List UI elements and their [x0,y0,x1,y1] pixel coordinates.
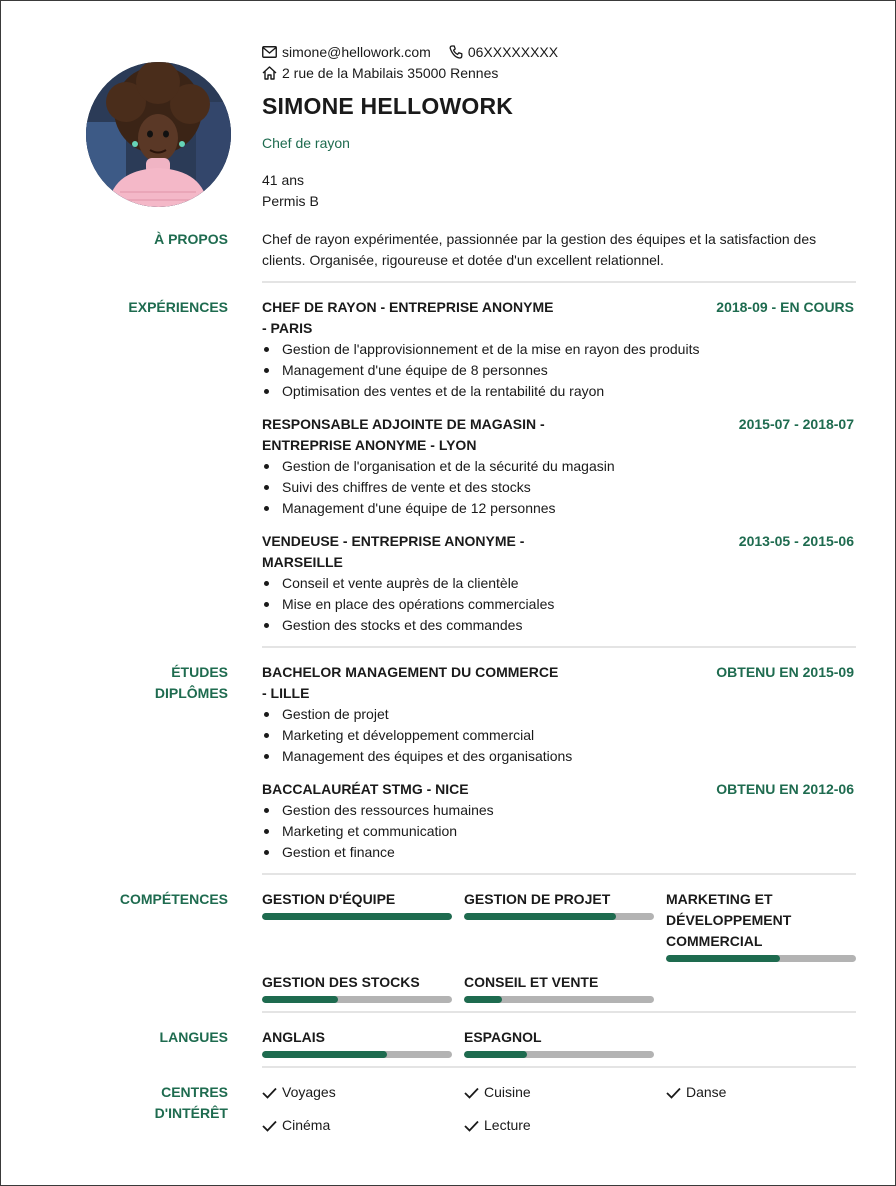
bullet-item: Mise en place des opérations commerciales [262,594,856,615]
interest-item [262,1082,336,1103]
language-bar-fill [464,1051,527,1058]
bullet-item: Management d'une équipe de 12 personnes [262,498,856,519]
divider [262,873,856,875]
skill-bar [464,996,654,1003]
bullet-item: Optimisation des ventes et de la rentabilité du rayon [262,381,856,402]
bullet-item: Management des équipes et des organisations [262,746,856,767]
interest-item [464,1115,531,1136]
bullet-item: Gestion des stocks et des commandes [262,615,856,636]
bullet-item: Gestion de l'organisation et de la sécurité du magasin [262,456,856,477]
phone-item[interactable] [449,44,558,60]
skill-name-line: MARKETING ET [666,891,773,907]
experience-title-line: VENDEUSE - ENTREPRISE ANONYME - [262,533,525,549]
experience-title [262,297,562,339]
experience-title [262,414,562,456]
phone-icon [449,45,463,59]
skill-name-line: DÉVELOPPEMENT [666,912,792,928]
skill-bar-fill [666,955,780,962]
experience-date: 2015-07 - 2018-07 [738,416,854,432]
language-bar [464,1051,654,1058]
skill-item [262,972,452,1003]
address-text: 2 rue de la Mabilais 35000 Rennes [282,65,499,81]
education-title [262,662,562,704]
experience-title-line: - PARIS [262,320,313,336]
experience-bullets [262,339,856,402]
bullet-item: Gestion des ressources humaines [262,800,856,821]
skill-item [464,889,654,920]
interest-label: Cuisine [484,1084,531,1100]
education-date: OBTENU EN 2015-09 [716,664,854,680]
skill-bar-fill [262,996,338,1003]
skills-label: COMPÉTENCES [119,891,228,907]
skill-bar-fill [464,996,502,1003]
skill-name-line: COMMERCIAL [666,933,763,949]
bullet-item: Marketing et développement commercial [262,725,856,746]
bullet-item: Management d'une équipe de 8 personnes [262,360,856,381]
education-label-line: ÉTUDES [171,664,228,680]
check-icon [464,1120,479,1132]
bullet-item: Suivi des chiffres de vente et des stocks [262,477,856,498]
age-text: 41 ans [262,172,305,188]
check-icon [262,1120,277,1132]
experience-title-line: MARSEILLE [262,554,343,570]
experience-bullets [262,456,856,519]
bullet-item: Gestion de projet [262,704,856,725]
interest-item [464,1082,531,1103]
profile-photo [86,62,231,207]
contact-row [262,44,570,60]
language-name: ESPAGNOL [464,1029,542,1045]
about-label: À PROPOS [154,231,228,247]
interests-label [155,1082,228,1124]
divider [262,281,856,283]
education-bullets [262,704,856,767]
experiences-label: EXPÉRIENCES [128,299,228,315]
candidate-name: SIMONE HELLOWORK [262,93,514,119]
home-icon [262,66,277,80]
interest-item [666,1082,726,1103]
skill-item [666,889,856,962]
check-icon [464,1087,479,1099]
education-label-line: DIPLÔMES [154,685,228,701]
language-item [464,1027,654,1058]
experience-title-line: RESPONSABLE ADJOINTE DE MAGASIN - [262,416,545,432]
divider [262,1066,856,1068]
skill-item [262,889,452,920]
interest-item [262,1115,330,1136]
envelope-icon [262,46,277,58]
license-text: Permis B [262,193,319,209]
skill-name: GESTION D'ÉQUIPE [262,891,396,907]
about-text: Chef de rayon expérimentée, passionnée par la gestion des équipes et la satisfaction des clients. Organisée, rigoureuse et dotée d'un excellent relationnel. [262,231,817,268]
interest-label: Lecture [484,1117,531,1133]
bullet-item: Conseil et vente auprès de la clientèle [262,573,856,594]
skill-name: CONSEIL ET VENTE [464,974,599,990]
experience-date: 2013-05 - 2015-06 [738,533,854,549]
experience-date: 2018-09 - EN COURS [716,299,854,315]
skill-bar [262,996,452,1003]
language-name: ANGLAIS [262,1029,325,1045]
skill-name [666,889,856,952]
interest-label: Cinéma [282,1117,331,1133]
experience-title-line: ENTREPRISE ANONYME - LYON [262,437,477,453]
education-title-line: BACCALAURÉAT STMG - NICE [262,781,469,797]
skill-bar [464,913,654,920]
education-date: OBTENU EN 2012-06 [716,781,854,797]
skill-name: GESTION DES STOCKS [262,974,420,990]
check-icon [666,1087,681,1099]
email-item[interactable] [262,44,431,60]
address-item [262,65,498,81]
divider [262,1011,856,1013]
languages-label: LANGUES [159,1029,228,1045]
skill-bar [262,913,452,920]
experience-bullets [262,573,856,636]
address-row [262,65,510,81]
email-text: simone@hellowork.com [282,44,431,60]
language-item [262,1027,452,1058]
check-icon [262,1087,277,1099]
avatar-illustration [86,62,231,207]
experience-title-line: CHEF DE RAYON - ENTREPRISE ANONYME [262,299,554,315]
skill-bar-fill [464,913,616,920]
skill-name: GESTION DE PROJET [464,891,611,907]
skill-item [464,972,654,1003]
interest-label: Danse [686,1084,727,1100]
interests-label-line: D'INTÉRÊT [154,1105,228,1121]
education-label [155,662,228,704]
job-title: Chef de rayon [262,135,350,151]
divider [262,646,856,648]
bullet-item: Marketing et communication [262,821,856,842]
language-bar-fill [262,1051,387,1058]
phone-text: 06XXXXXXXX [467,44,559,60]
education-title [262,779,562,800]
skill-bar [666,955,856,962]
education-bullets [262,800,856,863]
education-title-line: - LILLE [262,685,310,701]
bullet-item: Gestion et finance [262,842,856,863]
bullet-item: Gestion de l'approvisionnement et de la mise en rayon des produits [262,339,856,360]
interest-label: Voyages [282,1084,336,1100]
interests-label-line: CENTRES [161,1084,228,1100]
language-bar [262,1051,452,1058]
education-title-line: BACHELOR MANAGEMENT DU COMMERCE [262,664,559,680]
skill-bar-fill [262,913,452,920]
experience-title [262,531,562,573]
